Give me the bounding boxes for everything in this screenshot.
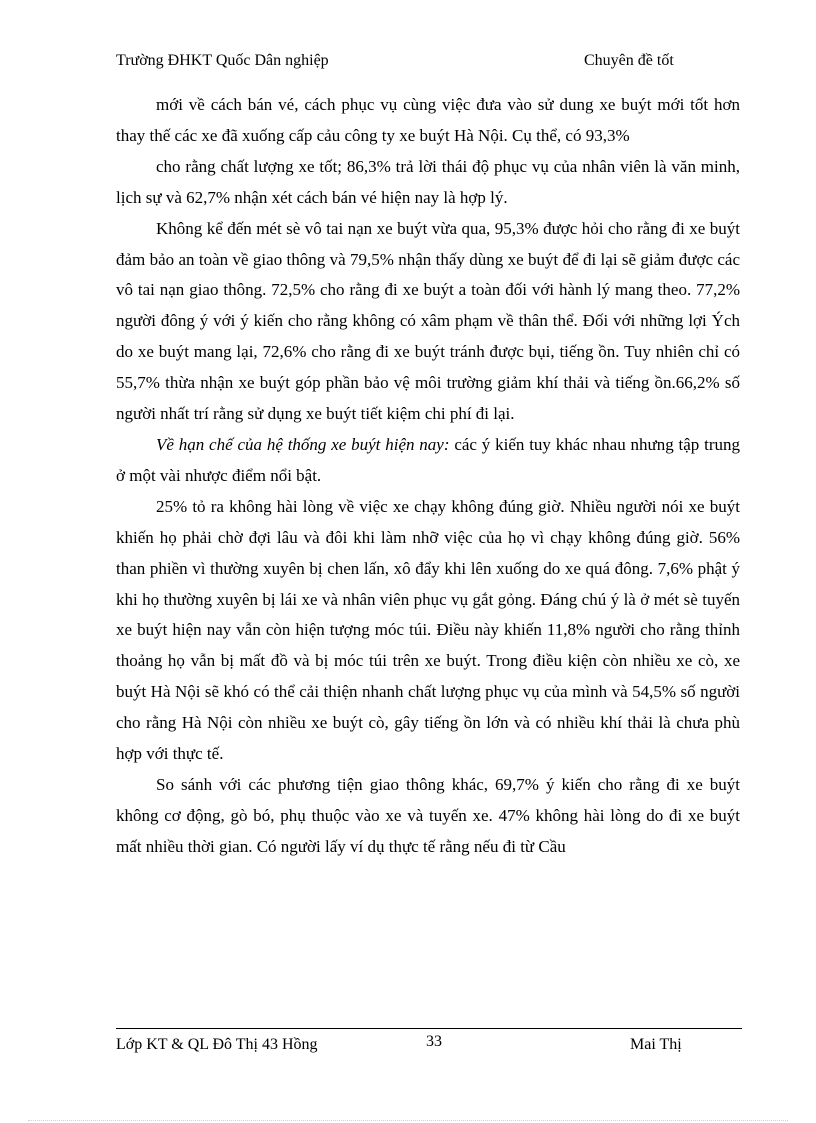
paragraph-5: 25% tỏ ra không hài lòng về việc xe chạy không đúng giờ. Nhiều người nói xe buýt khiến họ phải chờ đợi lâu và đôi khi làm nhỡ việc của họ vì chạy không đúng giờ. 56% than phiền vì thường xuyên bị chen lấn, xô đẩy khi lên xuống do xe quá đông. 7,6% phật ý khi họ thường xuyên bị lái xe và nhân viên phục vụ gắt gỏng. Đáng chú ý là ở mét sè tuyến xe buýt hiện nay vẫn còn hiện tượng móc túi. Điều này khiến 11,8% người cho rằng thỉnh thoảng họ vẫn bị mất đồ và bị móc túi trên xe buýt. Trong điều kiện còn nhiều xe cò, xe buýt Hà Nội sẽ khó có thể cải thiện nhanh chất lượng phục vụ của mình và 54,5% số người cho rằng Hà Nội còn nhiều xe buýt cò, gây tiếng ồn lớn và có nhiều khí thải là chưa phù hợp với thực tế. [116,496,740,764]
paragraph-1: mới về cách bán vé, cách phục vụ cùng việc đưa vào sử dung xe buýt mới tốt hơn thay thế các xe đã xuống cấp cảu công ty xe buýt Hà Nội. Cụ thể, có 93,3% [116,95,740,145]
paragraph-4-text: các ý kiến tuy khác nhau nhưng tập trung ở một vài nhược điểm nổi bật. [116,434,741,485]
footer-class: Lớp KT & QL Đô Thị 43 Hồng [116,1036,318,1053]
paragraph-2: cho rằng chất lượng xe tốt; 86,3% trả lời thái độ phục vụ của nhân viên là văn minh, lịch sự và 62,7% nhận xét cách bán vé hiện nay là hợp lý. [116,156,740,207]
paragraph-4 [116,430,740,492]
footer-divider [116,1028,742,1029]
footer-author: Mai Thị [630,1036,682,1053]
header-title: Chuyên đề tốt [584,52,674,69]
page-edge [28,1120,788,1121]
document-body [116,90,740,863]
paragraph-6: So sánh với các phương tiện giao thông khác, 69,7% ý kiến cho rằng đi xe buýt không cơ động, gò bó, phụ thuộc vào xe và tuyến xe. 47% không hài lòng do đi xe buýt mất nhiều thời gian. Có người lấy ví dụ thực tế rằng nếu đi từ Cầu [116,774,740,856]
header-school: Trường ĐHKT Quốc Dân nghiệp [116,52,329,69]
italic-lead: Về hạn chế của hệ thống xe buýt hiện nay: [156,434,450,454]
page-number: 33 [426,1033,442,1050]
paragraph-3: Không kể đến mét sè vô tai nạn xe buýt vừa qua, 95,3% được hỏi cho rằng đi xe buýt đảm bảo an toàn về giao thông và 79,5% nhận thấy dùng xe buýt để đi lại sẽ giảm được các vô tai nạn giao thông. 72,5% cho rằng đi xe buýt a toàn đối với hành lý mang theo. 77,2% người đông ý với ý kiến cho rằng không có xâm phạm về thân thể. Đối với những lợi Ých do xe buýt mang lại, 72,6% cho rằng đi xe buýt tránh được bụi, tiếng ồn. Tuy nhiên chỉ có 55,7% thừa nhận xe buýt góp phần bảo vệ môi trường giảm khí thải và tiếng ồn.66,2% số người nhất trí rằng sử dụng xe buýt tiết kiệm chi phí đi lại. [116,218,740,424]
